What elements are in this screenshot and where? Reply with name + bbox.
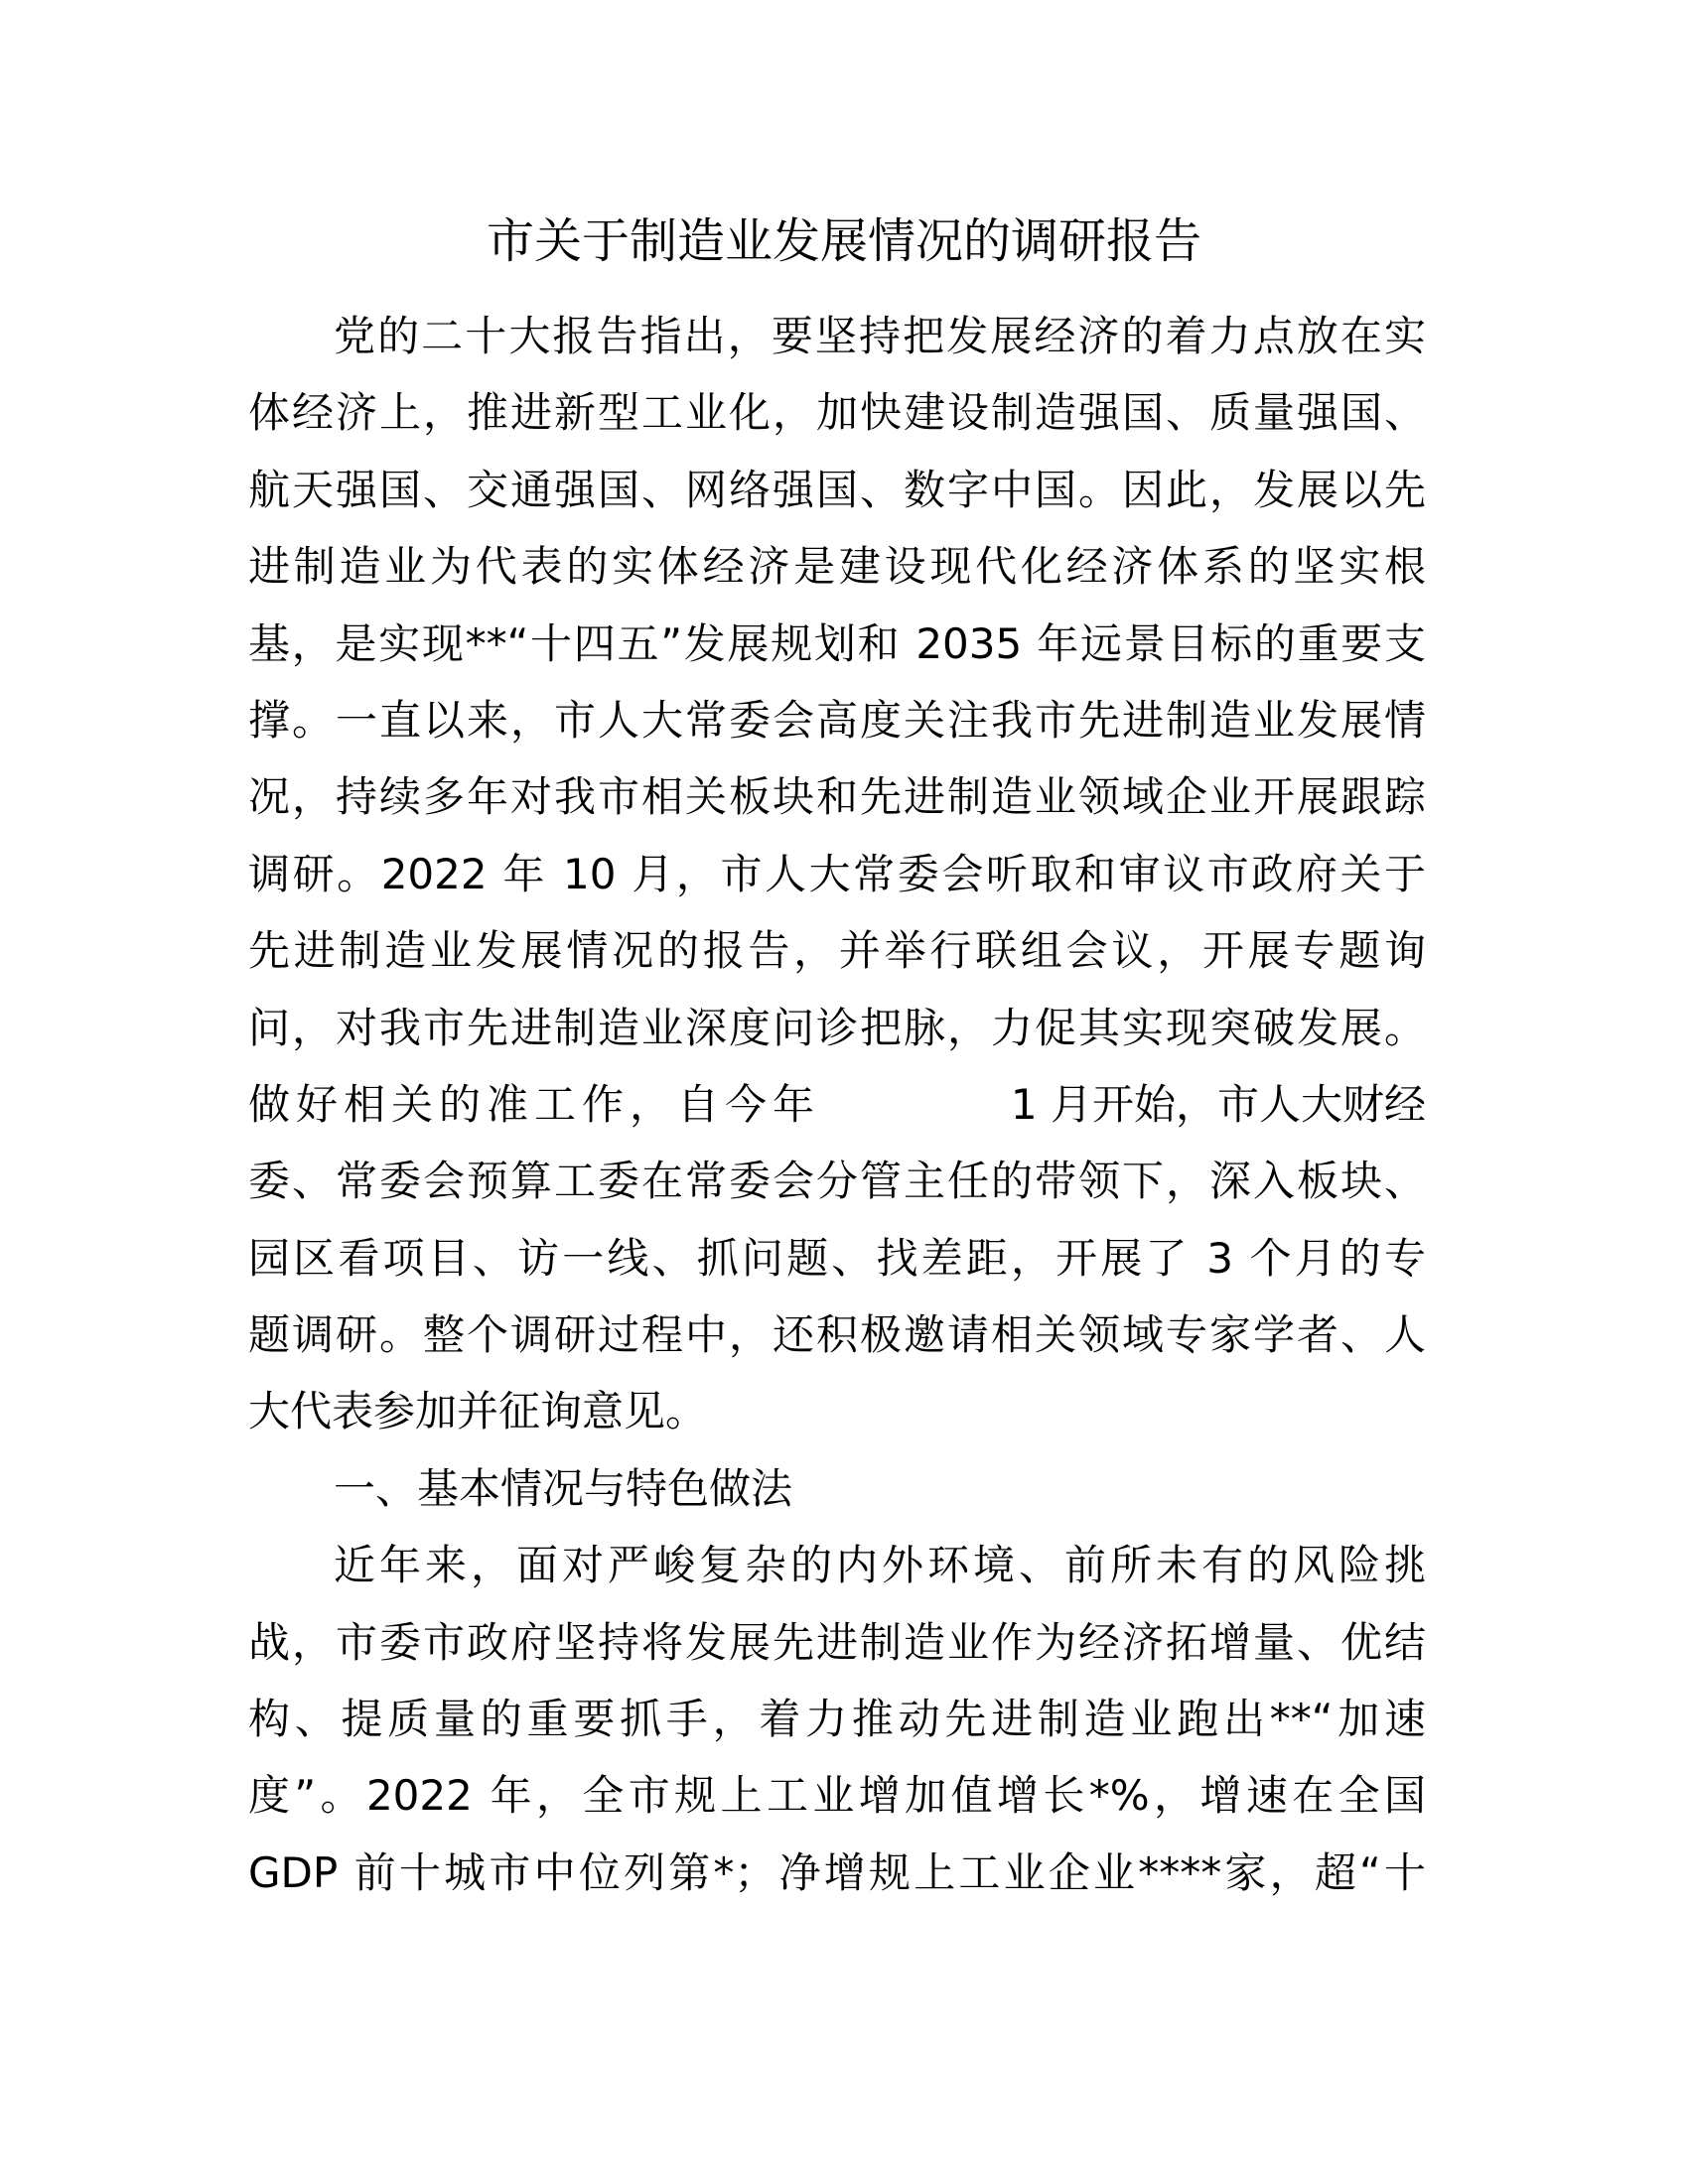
text-line: 体经济上，推进新型工业化，加快建设制造强国、质量强国、 xyxy=(248,388,1426,438)
text-line: 调研。2022 年 10 月，市人大常委会听取和审议市政府关于 xyxy=(248,849,1426,898)
text-line: 委、常委会预算工委在常委会分管主任的带领下，深入板块、 xyxy=(248,1157,1426,1206)
text-line-with-gap xyxy=(248,1066,1426,1143)
document-body xyxy=(248,298,1426,1911)
text-line: 进制造业为代表的实体经济是建设现代化经济体系的坚实根 xyxy=(248,542,1426,592)
document-title: 市关于制造业发展情况的调研报告 xyxy=(486,213,1201,269)
text-line: 度”。2022 年，全市规上工业增加值增长*%，增速在全国 xyxy=(248,1771,1426,1821)
gap-line-right: 1 月开始，市人大财经 xyxy=(1010,1079,1426,1129)
text-line: 大代表参加并征询意见。 xyxy=(248,1387,708,1436)
text-line: 战，市委市政府坚持将发展先进制造业作为经济拓增量、优结 xyxy=(248,1617,1426,1667)
text-line: 构、提质量的重要抓手，着力推动先进制造业跑出**“加速 xyxy=(248,1695,1426,1744)
gap-line-left: 做好相关的准工作，自今年 xyxy=(248,1079,821,1129)
section-heading: 一、基本情况与特色做法 xyxy=(334,1463,793,1513)
text-line: 基，是实现**“十四五”发展规划和 2035 年远景目标的重要支 xyxy=(248,618,1426,668)
text-line: 园区看项目、访一线、抓问题、找差距，开展了 3 个月的专 xyxy=(248,1233,1426,1283)
text-line: GDP 前十城市中位列第*；净增规上工业企业****家，超“十 xyxy=(248,1847,1426,1897)
text-line: 问，对我市先进制造业深度问诊把脉，力促其实现突破发展。 xyxy=(248,1003,1426,1052)
text-line: 近年来，面对严峻复杂的内外环境、前所未有的风险挑 xyxy=(334,1541,1426,1590)
text-line: 航天强国、交通强国、网络强国、数字中国。因此，发展以先 xyxy=(248,465,1426,514)
text-line: 况，持续多年对我市相关板块和先进制造业领域企业开展跟踪 xyxy=(248,772,1426,822)
text-line: 撑。一直以来，市人大常委会高度关注我市先进制造业发展情 xyxy=(248,695,1426,745)
text-line: 先进制造业发展情况的报告，并举行联组会议，开展专题询 xyxy=(248,926,1426,976)
text-line: 党的二十大报告指出，要坚持把发展经济的着力点放在实 xyxy=(334,312,1426,360)
text-line: 题调研。整个调研过程中，还积极邀请相关领域专家学者、人 xyxy=(248,1310,1426,1360)
